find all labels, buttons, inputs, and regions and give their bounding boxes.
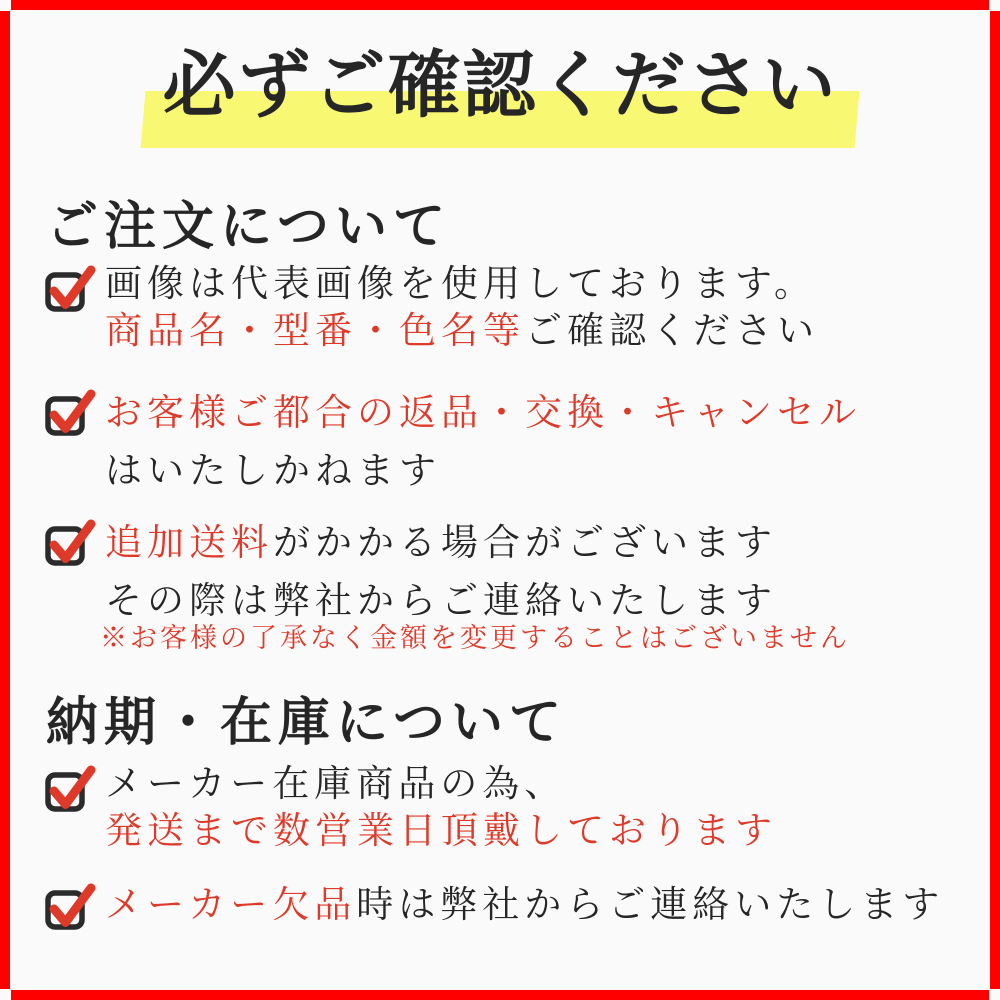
frame-border-bottom: [11, 990, 989, 1000]
checklist-item: [44, 260, 819, 354]
item-text-red: お客様ご都合の返品・交換・キャンセル: [105, 391, 861, 434]
frame-border-right: [990, 11, 1000, 989]
item-text: [105, 514, 777, 630]
item-text-black: ご確認ください: [525, 309, 819, 352]
checkbox-checked-icon: [44, 516, 96, 568]
frame-border-left: [0, 11, 10, 989]
item-text: [105, 260, 819, 354]
frame-border-top: [11, 0, 989, 10]
item-text: [105, 384, 861, 500]
checkbox-checked-icon: [44, 386, 96, 438]
item-text-black: その際は弊社からご連絡いたします: [105, 579, 777, 622]
item-text-black: 時は弊社からご連絡いたします: [356, 883, 945, 926]
item-text-black: はいたしかねます: [105, 449, 441, 492]
section-heading-orders: ご注文について: [46, 196, 451, 257]
checklist-item: [44, 384, 861, 500]
item-text-red: メーカー欠品: [105, 883, 357, 926]
item-text: [105, 878, 944, 932]
checkbox-checked-icon: [44, 880, 96, 932]
checklist-item: [44, 878, 944, 932]
section-heading-stock: 納期・在庫について: [46, 692, 567, 753]
checklist-item: [44, 760, 777, 854]
checkbox-checked-icon: [44, 262, 96, 314]
item-note: ※お客様の了承なく金額を変更することはございません: [100, 623, 850, 654]
notice-title: 必ずご確認ください: [162, 42, 838, 128]
item-text-black: がかかる場合がございます: [273, 521, 777, 564]
item-text-black: 画像は代表画像を使用しております。: [105, 262, 817, 305]
item-text-black: メーカー在庫商品の為、: [105, 762, 567, 805]
checkbox-checked-icon: [44, 762, 96, 814]
item-text: [105, 760, 777, 854]
item-text-red: 発送まで数営業日頂戴しております: [105, 809, 777, 852]
item-text-red: 商品名・型番・色名等: [105, 309, 525, 352]
item-text-red: 追加送料: [105, 521, 273, 564]
checklist-item: [44, 514, 777, 630]
